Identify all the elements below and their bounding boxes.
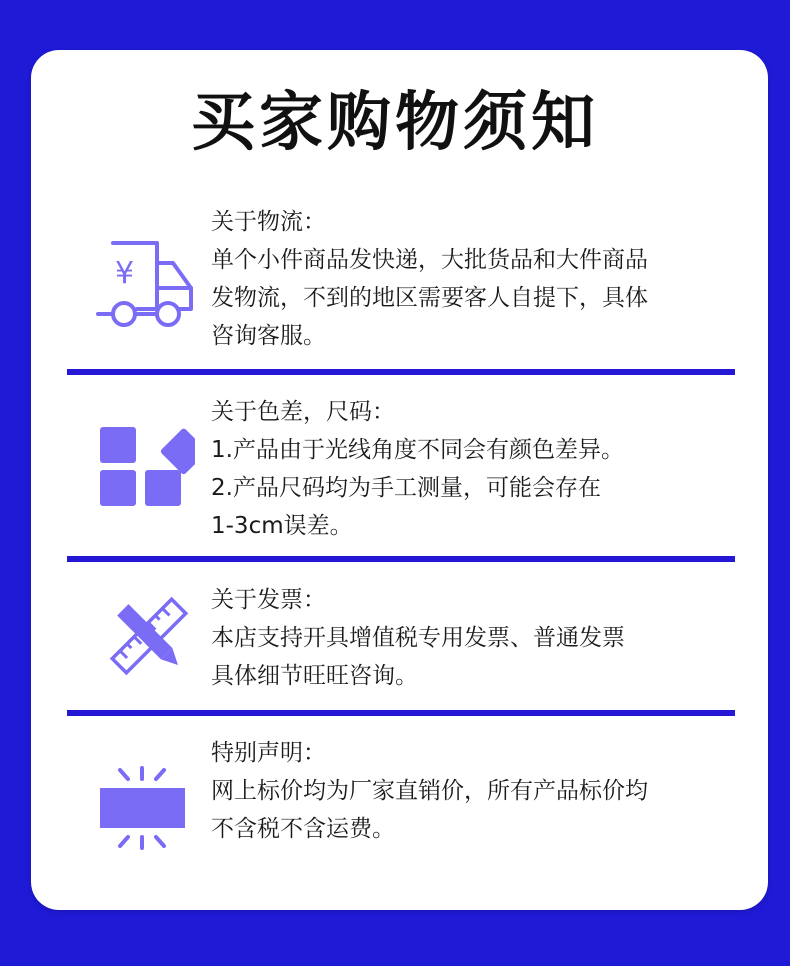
section-heading: 关于发票： <box>211 587 326 613</box>
section-line: 1.产品由于光线角度不同会有颜色差异。 <box>211 437 624 463</box>
blocks-grid-icon <box>100 419 195 515</box>
section-color-size <box>211 393 721 545</box>
section-line: 2.产品尺码均为手工测量，可能会存在 <box>211 475 601 501</box>
section-special-notice <box>211 734 721 848</box>
section-line: 本店支持开具增值税专用发票、普通发票 <box>211 625 625 651</box>
page-title: 买家购物须知 <box>191 86 599 160</box>
section-line: 发物流，不到的地区需要客人自提下，具体 <box>211 285 648 311</box>
delivery-truck-yuan-icon <box>95 238 200 337</box>
section-line: 咨询客服。 <box>211 323 326 349</box>
section-invoice <box>211 581 721 695</box>
section-line: 不含税不含运费。 <box>211 816 395 842</box>
section-line: 单个小件商品发快递，大批货品和大件商品 <box>211 247 648 273</box>
section-divider <box>67 710 735 716</box>
section-line: 具体细节旺旺咨询。 <box>211 663 418 689</box>
svg-text:¥: ¥ <box>115 256 135 291</box>
section-divider <box>67 369 735 375</box>
section-heading: 特别声明： <box>211 740 326 766</box>
announcement-board-icon <box>98 766 188 856</box>
pencil-ruler-icon <box>104 596 194 680</box>
section-divider <box>67 556 735 562</box>
section-line: 1-3cm误差。 <box>211 513 353 539</box>
section-heading: 关于色差，尺码： <box>211 399 395 425</box>
section-line: 网上标价均为厂家直销价，所有产品标价均 <box>211 778 648 804</box>
section-heading: 关于物流： <box>211 209 326 235</box>
section-logistics <box>211 203 721 355</box>
